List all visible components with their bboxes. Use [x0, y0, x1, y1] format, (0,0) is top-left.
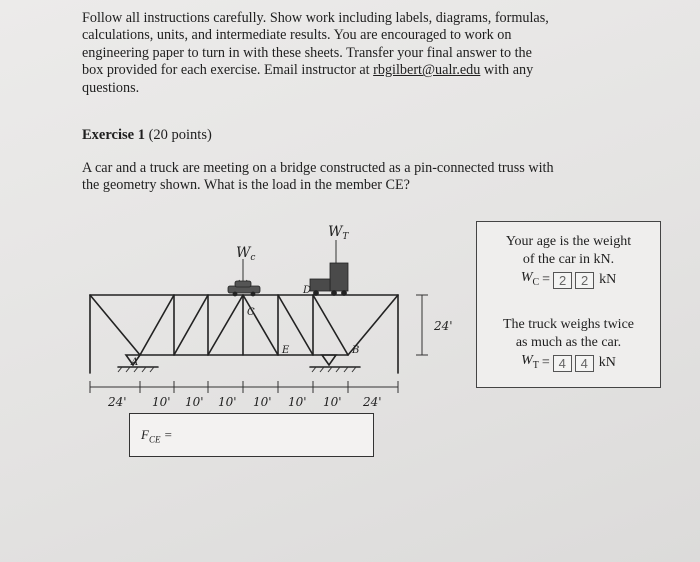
truck-weight-line: The truck weighs twice [502, 317, 634, 332]
node-c-label: C [247, 307, 255, 318]
span-label: 10' [288, 395, 307, 409]
truck-weight-variable: $W_T$ [521, 353, 539, 371]
truck-weight-digit-box[interactable]: 4 [553, 355, 572, 372]
diagonal-member [243, 295, 278, 355]
question-line: A car and a truck are meeting on a bridge constructed as a pin-connected truss with [82, 160, 554, 176]
wt-label: $W_T$ [328, 224, 349, 242]
end-diagonal-left [90, 295, 140, 355]
truck-weight-line: as much as the car. [515, 334, 622, 350]
instructions-line: calculations, units, and intermediate results. You are encouraged to work on [82, 27, 512, 44]
span-label: 10' [323, 395, 342, 409]
diagonal-member [140, 295, 174, 355]
diagonal-member [208, 295, 243, 355]
car-icon [228, 281, 260, 296]
instructions-text: with any [480, 62, 534, 79]
question-line: the geometry shown. What is the load in the member CE? [82, 177, 410, 194]
car-weight-digit-box[interactable]: 2 [553, 272, 572, 289]
node-d-label: D [303, 285, 312, 296]
node-e-label: E [282, 345, 290, 356]
truck-weight-unit: kN [598, 355, 616, 371]
answer-label: $F_{CE}$ = [141, 427, 173, 445]
car-weight-variable: $W_C$ [520, 270, 540, 288]
span-label: 10' [152, 395, 171, 409]
node-a-label: A [131, 357, 139, 368]
span-label: 10' [253, 395, 272, 409]
diagonal-member [313, 295, 348, 355]
exercise-name: Exercise 1 [82, 127, 145, 143]
exercise-title [82, 127, 212, 144]
height-label: 24' [434, 319, 453, 333]
instructions-line [82, 62, 642, 79]
instructions-paragraph [82, 10, 642, 97]
instructions-line: Follow all instructions carefully. Show work including labels, diagrams, formulas, [82, 10, 549, 26]
span-label: 24' [363, 395, 382, 409]
answer-box[interactable] [129, 413, 374, 457]
car-weight-block [477, 233, 660, 291]
instructions-text: box provided for each exercise. Email instructor at [82, 62, 374, 79]
span-label: 10' [185, 395, 204, 409]
support-b [322, 355, 336, 365]
truss-diagram [78, 215, 453, 410]
node-b-label: B [352, 345, 360, 356]
car-weight-unit: kN [599, 272, 617, 288]
truck-icon [310, 263, 348, 296]
span-label: 24' [108, 395, 127, 409]
info-panel [476, 221, 661, 388]
truck-weight-digit-box[interactable]: 4 [575, 355, 594, 372]
car-weight-digit-box[interactable]: 2 [575, 272, 594, 289]
exercise-points: (20 points) [148, 127, 212, 143]
instructions-line: engineering paper to turn in with these sheets. Transfer your final answer to the [82, 44, 532, 61]
car-weight-line: Your age is the weight [505, 234, 632, 249]
wc-label: $W_c$ [236, 245, 256, 263]
truck-weight-formula: $W_T$ = 4 4 kN [521, 352, 616, 374]
car-weight-line: of the car in kN. [522, 251, 615, 267]
question-text [82, 160, 652, 195]
truck-weight-block [477, 316, 660, 374]
instructor-email-link[interactable]: rbgilbert@ualr.edu [373, 62, 481, 79]
span-label: 10' [218, 395, 237, 409]
diagonal-member [174, 295, 208, 355]
car-weight-formula: $W_C$ = 2 2 kN [521, 269, 616, 291]
instructions-line: questions. [82, 79, 140, 96]
